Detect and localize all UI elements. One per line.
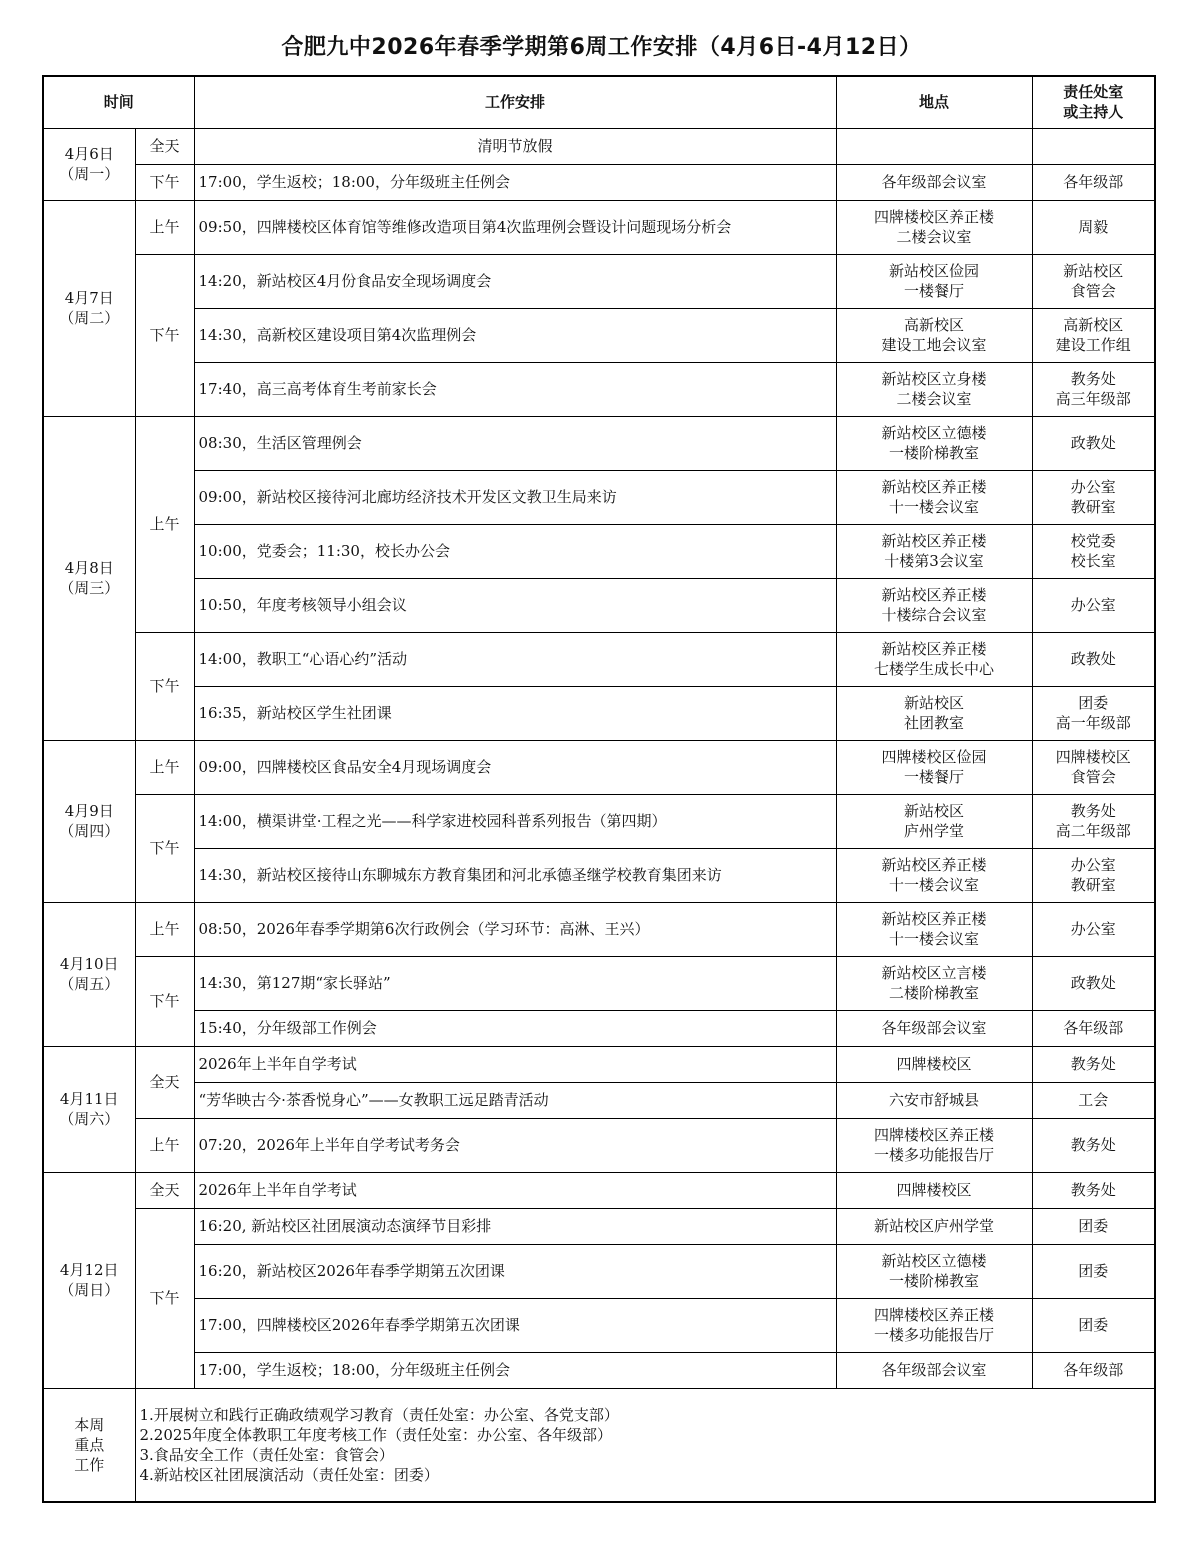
owner-cell-line: 教研室 [1070,876,1116,894]
place-cell [836,1046,1032,1082]
place-cell-line: 一楼餐厅 [904,282,965,300]
owner-cell-line: 高新校区 [1063,316,1124,334]
place-cell [836,1172,1032,1208]
page-title: 合肥九中2026年春季学期第6周工作安排（4月6日-4月12日） [281,35,922,60]
owner-cell-line: 校长室 [1070,552,1116,570]
place-cell [836,524,1032,578]
schedule-body [43,128,1155,1388]
place-cell [836,1208,1032,1244]
schedule-row [43,416,1155,470]
place-cell-line: 新站校区养正楼 [881,910,987,928]
place-cell [836,794,1032,848]
schedule-row [43,632,1155,686]
date-text: 4月7日 [64,289,114,307]
date-text: 4月6日 [64,145,114,163]
owner-cell [1032,794,1155,848]
place-cell [836,632,1032,686]
schedule-row [43,1208,1155,1244]
work-cell: 17:00，四牌楼校区2026年春季学期第五次团课 [194,1298,836,1352]
date-cell [43,128,135,200]
place-cell-line: 四牌楼校区养正楼 [874,208,995,226]
place-cell [836,686,1032,740]
weekday-text: （周六） [59,1110,120,1128]
work-cell: 2026年上半年自学考试 [194,1172,836,1208]
period-cell: 下午 [135,164,194,200]
key-work-list [135,1388,1155,1502]
owner-cell [1032,848,1155,902]
key-work-row [43,1388,1155,1502]
place-cell-line: 七楼学生成长中心 [874,660,995,678]
owner-cell [1032,1244,1155,1298]
owner-cell-line: 政教处 [1070,974,1116,992]
place-cell-line: 十一楼会议室 [889,498,980,516]
header-place: 地点 [836,76,1032,128]
place-cell-line: 一楼阶梯教室 [889,1272,980,1290]
owner-cell-line: 周毅 [1078,218,1109,236]
owner-cell-line: 团委 [1078,1217,1109,1235]
schedule-row [43,1244,1155,1298]
owner-cell-line: 教务处 [1070,370,1116,388]
place-cell-line: 十楼综合会议室 [881,606,987,624]
schedule-row [43,308,1155,362]
place-cell-line: 新站校区养正楼 [881,856,987,874]
place-cell-line: 新站校区立言楼 [881,964,987,982]
place-cell-line: 四牌楼校区养正楼 [874,1126,995,1144]
owner-cell-line: 高二年级部 [1055,822,1131,840]
key-work-item: 4.新站校区社团展演活动（责任处室：团委） [139,1465,439,1484]
place-cell-line: 四牌楼校区俭园 [881,748,987,766]
schedule-row [43,686,1155,740]
period-cell: 全天 [135,128,194,164]
key-work-item: 3.食品安全工作（责任处室：食管会） [139,1445,394,1464]
schedule-row [43,1046,1155,1082]
schedule-row [43,578,1155,632]
work-cell: 14:20，新站校区4月份食品安全现场调度会 [194,254,836,308]
period-cell: 上午 [135,740,194,794]
key-work-label-line: 工作 [74,1455,105,1474]
owner-cell-line: 办公室 [1070,856,1116,874]
period-cell: 上午 [135,416,194,632]
key-work-label-line: 重点 [74,1435,105,1454]
work-cell: “芳华映古今·茶香悦身心”——女教职工远足踏青活动 [194,1082,836,1118]
owner-cell [1032,1352,1155,1388]
place-cell-line: 高新校区 [904,316,965,334]
period-cell: 全天 [135,1046,194,1118]
schedule-row [43,956,1155,1010]
work-cell: 17:00，学生返校；18:00，分年级班主任例会 [194,164,836,200]
place-cell-line: 新站校区庐州学堂 [874,1217,995,1235]
schedule-row [43,1352,1155,1388]
header-row [43,76,1155,128]
weekday-text: （周四） [59,822,120,840]
date-text: 4月11日 [59,1090,119,1108]
owner-cell-line: 办公室 [1070,478,1116,496]
place-cell [836,200,1032,254]
work-cell: 14:00，教职工“心语心约”活动 [194,632,836,686]
header-owner-line2: 或主持人 [1063,103,1124,122]
place-cell-line: 新站校区立德楼 [881,1252,987,1270]
place-cell-line: 十楼第3会议室 [884,552,984,570]
key-work-item: 1.开展树立和践行正确政绩观学习教育（责任处室：办公室、各党支部） [139,1405,619,1424]
period-cell: 下午 [135,1208,194,1388]
owner-cell-line: 教研室 [1070,498,1116,516]
work-cell: 09:00，四牌楼校区食品安全4月现场调度会 [194,740,836,794]
work-cell: 清明节放假 [194,128,836,164]
place-cell [836,902,1032,956]
owner-cell-line: 办公室 [1070,920,1116,938]
weekday-text: （周三） [59,579,120,597]
date-text: 4月12日 [59,1261,119,1279]
work-cell: 16:20，新站校区2026年春季学期第五次团课 [194,1244,836,1298]
schedule-table [42,75,1156,1503]
work-cell: 10:50，年度考核领导小组会议 [194,578,836,632]
owner-cell [1032,524,1155,578]
place-cell-line: 新站校区养正楼 [881,532,987,550]
owner-cell [1032,416,1155,470]
place-cell-line: 四牌楼校区养正楼 [874,1306,995,1324]
schedule-row [43,1082,1155,1118]
place-cell [836,470,1032,524]
date-cell [43,902,135,1046]
work-cell: 17:40，高三高考体育生考前家长会 [194,362,836,416]
place-cell-line: 二楼会议室 [896,390,972,408]
period-cell: 下午 [135,254,194,416]
place-cell-line: 建设工地会议室 [881,336,987,354]
weekday-text: （周二） [59,309,120,327]
place-cell [836,740,1032,794]
work-cell: 16:20, 新站校区社团展演动态演绎节目彩排 [194,1208,836,1244]
date-text: 4月9日 [64,802,114,820]
place-cell-line: 新站校区养正楼 [881,586,987,604]
place-cell [836,308,1032,362]
place-cell-line: 二楼会议室 [896,228,972,246]
place-cell-line: 一楼阶梯教室 [889,444,980,462]
schedule-row [43,1118,1155,1172]
work-cell: 16:35，新站校区学生社团课 [194,686,836,740]
work-cell: 2026年上半年自学考试 [194,1046,836,1082]
work-cell: 14:30，第127期“家长驿站” [194,956,836,1010]
owner-cell [1032,902,1155,956]
owner-cell-line: 教务处 [1070,1136,1116,1154]
work-cell: 08:50，2026年春季学期第6次行政例会（学习环节：高淋、王兴） [194,902,836,956]
key-work-item: 2.2025年度全体教职工年度考核工作（责任处室：办公室、各年级部） [139,1425,612,1444]
owner-cell-line: 团委 [1078,1262,1109,1280]
place-cell-line: 各年级部会议室 [881,1361,987,1379]
header-owner [1032,76,1155,128]
period-cell: 上午 [135,902,194,956]
owner-cell-line: 各年级部 [1063,1361,1124,1379]
place-cell [836,128,1032,164]
owner-cell-line: 各年级部 [1063,1019,1124,1037]
owner-cell [1032,254,1155,308]
period-cell: 下午 [135,956,194,1046]
schedule-row [43,524,1155,578]
work-cell: 09:50，四牌楼校区体育馆等维修改造项目第4次监理例会暨设计问题现场分析会 [194,200,836,254]
owner-cell-line: 办公室 [1070,596,1116,614]
work-cell: 08:30，生活区管理例会 [194,416,836,470]
owner-cell [1032,1172,1155,1208]
work-cell: 14:30，高新校区建设项目第4次监理例会 [194,308,836,362]
owner-cell [1032,686,1155,740]
place-cell [836,1010,1032,1046]
header-work: 工作安排 [194,76,836,128]
work-cell: 09:00，新站校区接待河北廊坊经济技术开发区文教卫生局来访 [194,470,836,524]
place-cell-line: 一楼多功能报告厅 [874,1326,995,1344]
owner-cell-line: 团委 [1078,1316,1109,1334]
place-cell-line: 各年级部会议室 [881,173,987,191]
place-cell [836,164,1032,200]
place-cell-line: 一楼餐厅 [904,768,965,786]
period-cell: 下午 [135,632,194,740]
owner-cell [1032,1082,1155,1118]
schedule-row [43,254,1155,308]
owner-cell [1032,164,1155,200]
schedule-row [43,794,1155,848]
place-cell-line: 新站校区立身楼 [881,370,987,388]
owner-cell [1032,1298,1155,1352]
place-cell-line: 新站校区养正楼 [881,640,987,658]
owner-cell [1032,1208,1155,1244]
schedule-row [43,1172,1155,1208]
schedule-row [43,128,1155,164]
owner-cell [1032,1010,1155,1046]
place-cell [836,578,1032,632]
owner-cell-line: 工会 [1078,1091,1109,1109]
place-cell-line: 一楼多功能报告厅 [874,1146,995,1164]
owner-cell [1032,200,1155,254]
owner-cell [1032,1118,1155,1172]
work-cell: 17:00，学生返校；18:00，分年级班主任例会 [194,1352,836,1388]
place-cell-line: 庐州学堂 [904,822,965,840]
schedule-row [43,200,1155,254]
period-cell: 全天 [135,1172,194,1208]
key-work-label [43,1388,135,1502]
owner-cell [1032,632,1155,686]
owner-cell-line: 教务处 [1070,1055,1116,1073]
schedule-row [43,1298,1155,1352]
owner-cell [1032,470,1155,524]
header-time: 时间 [43,76,194,128]
place-cell-line: 六安市舒城县 [889,1091,980,1109]
owner-cell-line: 政教处 [1070,650,1116,668]
date-text: 4月10日 [59,955,119,973]
work-cell: 15:40，分年级部工作例会 [194,1010,836,1046]
schedule-row [43,902,1155,956]
owner-cell-line: 教务处 [1070,1181,1116,1199]
place-cell-line: 新站校区 [904,694,965,712]
schedule-row [43,848,1155,902]
schedule-row [43,164,1155,200]
period-cell: 下午 [135,794,194,902]
work-cell: 14:00，横渠讲堂·工程之光——科学家进校园科普系列报告（第四期） [194,794,836,848]
weekday-text: （周一） [59,165,120,183]
work-cell: 10:00，党委会；11:30，校长办公会 [194,524,836,578]
period-cell: 上午 [135,200,194,254]
period-cell: 上午 [135,1118,194,1172]
place-cell-line: 四牌楼校区 [896,1055,972,1073]
owner-cell [1032,956,1155,1010]
place-cell [836,1118,1032,1172]
date-cell [43,1172,135,1388]
place-cell [836,848,1032,902]
header-owner-line1: 责任处室 [1063,83,1124,102]
weekday-text: （周日） [59,1281,120,1299]
place-cell [836,416,1032,470]
place-cell-line: 十一楼会议室 [889,876,980,894]
owner-cell-line: 食管会 [1070,768,1116,786]
place-cell-line: 四牌楼校区 [896,1181,972,1199]
schedule-row [43,470,1155,524]
date-text: 4月8日 [64,559,114,577]
key-work-label-line: 本周 [74,1415,105,1434]
owner-cell-line: 团委 [1078,694,1109,712]
owner-cell [1032,740,1155,794]
owner-cell-line: 食管会 [1070,282,1116,300]
date-cell [43,416,135,740]
place-cell-line: 新站校区 [904,802,965,820]
owner-cell [1032,128,1155,164]
owner-cell [1032,578,1155,632]
place-cell-line: 各年级部会议室 [881,1019,987,1037]
owner-cell-line: 校党委 [1070,532,1116,550]
owner-cell [1032,1046,1155,1082]
owner-cell-line: 高三年级部 [1055,390,1131,408]
schedule-row [43,362,1155,416]
owner-cell-line: 建设工作组 [1055,336,1131,354]
place-cell [836,254,1032,308]
place-cell [836,1352,1032,1388]
owner-cell [1032,362,1155,416]
owner-cell-line: 四牌楼校区 [1055,748,1131,766]
owner-cell-line: 高一年级部 [1055,714,1131,732]
date-cell [43,1046,135,1172]
place-cell-line: 社团教室 [904,714,965,732]
owner-cell [1032,308,1155,362]
place-cell [836,956,1032,1010]
schedule-row [43,740,1155,794]
date-cell [43,740,135,902]
place-cell [836,1298,1032,1352]
place-cell-line: 新站校区立德楼 [881,424,987,442]
weekday-text: （周五） [59,975,120,993]
owner-cell-line: 新站校区 [1063,262,1124,280]
schedule-row [43,1010,1155,1046]
place-cell-line: 新站校区养正楼 [881,478,987,496]
owner-cell-line: 政教处 [1070,434,1116,452]
place-cell [836,1244,1032,1298]
owner-cell-line: 教务处 [1070,802,1116,820]
place-cell [836,1082,1032,1118]
owner-cell-line: 各年级部 [1063,173,1124,191]
place-cell [836,362,1032,416]
work-cell: 14:30，新站校区接待山东聊城东方教育集团和河北承德圣继学校教育集团来访 [194,848,836,902]
date-cell [43,200,135,416]
place-cell-line: 新站校区俭园 [889,262,980,280]
place-cell-line: 二楼阶梯教室 [889,984,980,1002]
place-cell-line: 十一楼会议室 [889,930,980,948]
work-cell: 07:20，2026年上半年自学考试考务会 [194,1118,836,1172]
